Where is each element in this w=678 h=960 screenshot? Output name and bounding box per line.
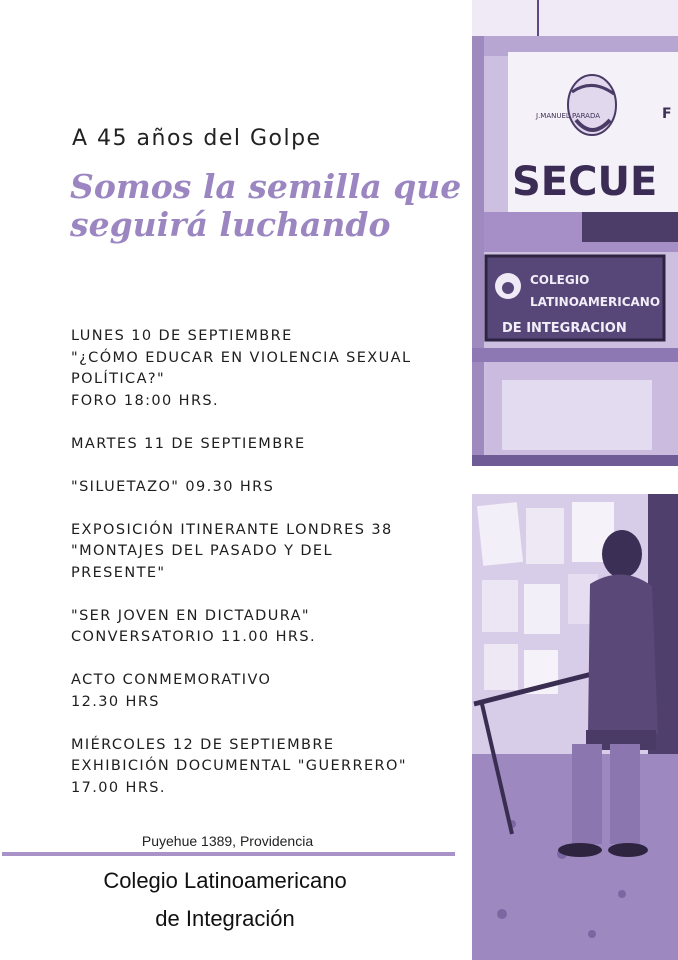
event-program	[71, 326, 471, 821]
program-line: "SILUETAZO" 09.30 HRS	[71, 478, 275, 495]
school-name-line-1: Colegio Latinoamericano	[103, 868, 347, 893]
program-line: 12.30 HRS	[71, 693, 160, 710]
program-line: 17.00 HRS.	[71, 779, 166, 796]
program-line: PRESENTE"	[71, 564, 166, 581]
program-line: MIÉRCOLES 12 DE SEPTIEMBRE	[71, 736, 335, 753]
photo-column	[472, 0, 678, 960]
school-name-line-2: de Integración	[155, 906, 295, 931]
program-block-acto	[71, 670, 471, 713]
banner-name: J.MANUEL PARADA	[536, 112, 601, 120]
headline-line-2: seguirá luchando	[70, 205, 391, 244]
program-line: "¿CÓMO EDUCAR EN VIOLENCIA SEXUAL	[71, 349, 412, 366]
building-illustration	[472, 0, 678, 466]
banner-text: SECUE	[512, 159, 658, 205]
program-line: FORO 18:00 HRS.	[71, 392, 220, 409]
sign-line-2: LATINOAMERICANO	[530, 295, 661, 309]
headline-line-1: Somos la semilla que	[70, 167, 462, 206]
program-line: "SER JOVEN EN DICTADURA"	[71, 607, 310, 624]
banner-letter: F	[662, 106, 672, 122]
program-line: MARTES 11 DE SEPTIEMBRE	[71, 435, 306, 452]
program-block-tuesday	[71, 434, 471, 456]
school-name	[0, 862, 450, 938]
program-block-exposicion	[71, 520, 471, 585]
sign-line-1: COLEGIO	[530, 273, 590, 287]
sign-line-3: DE INTEGRACION	[502, 321, 627, 336]
program-line: "MONTAJES DEL PASADO Y DEL	[71, 543, 333, 559]
program-line: CONVERSATORIO 11.00 HRS.	[71, 629, 316, 645]
address: Puyehue 1389, Providencia	[141, 833, 314, 849]
kicker-title: A 45 años del Golpe	[72, 126, 322, 151]
program-line: EXPOSICIÓN ITINERANTE LONDRES 38	[71, 521, 393, 538]
program-line: ACTO CONMEMORATIVO	[71, 672, 272, 688]
photo-person	[472, 494, 678, 960]
program-line: LUNES 10 DE SEPTIEMBRE	[71, 328, 293, 344]
program-block-wednesday	[71, 735, 471, 800]
program-block-ser-joven	[71, 606, 471, 649]
program-block-siluetazo	[71, 477, 471, 499]
photo-building	[472, 0, 678, 466]
person-illustration	[472, 494, 678, 960]
program-line: EXHIBICIÓN DOCUMENTAL "GUERRERO"	[71, 758, 407, 774]
headline	[70, 168, 470, 244]
program-block-monday	[71, 326, 471, 412]
divider	[2, 852, 455, 856]
program-line: POLÍTICA?"	[71, 371, 166, 387]
